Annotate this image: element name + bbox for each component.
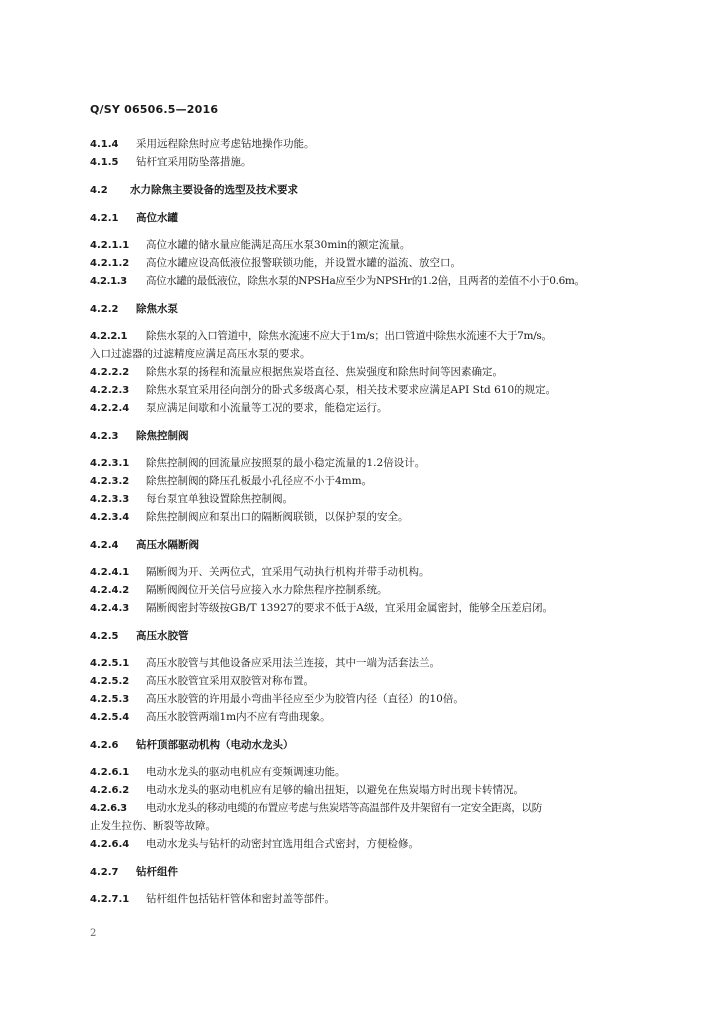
clause-number: 4.2.3.1 [90,458,130,469]
clause-text: 高压水胶管两端1m内不应有弯曲现象。 [146,711,331,723]
clause-4-2-2-2 [90,365,503,380]
subsection-heading-4-2-6 [90,738,294,753]
subsection-number: 4.2.1 [90,213,119,224]
clause-number: 4.2.6.2 [90,785,130,796]
clause-4-2-3-3 [90,492,293,507]
clause-number: 4.2.1.3 [90,276,127,287]
clause-text: 高压水胶管与其他设备应采用法兰连接，其中一端为活套法兰。 [146,657,440,669]
clause-4-2-6-2 [90,783,524,798]
subsection-number: 4.2.2 [90,304,119,315]
clause-text: 泵应满足间歇和小流量等工况的要求，能稳定运行。 [146,402,388,414]
clause-text: 高位水罐的最低液位，除焦水泵的NPSHa应至少为NPSHr的1.2倍，且两者的差值不小于0.6m。 [146,275,585,287]
page-number: 2 [90,928,97,939]
clause-number: 4.1.4 [90,139,119,150]
clause-number: 4.2.5.1 [90,658,130,669]
subsection-title: 高压水隔断阀 [136,539,199,551]
clause-4-2-2-1-continued [90,347,311,361]
subsection-title: 高压水胶管 [136,630,189,642]
subsection-number: 4.2.6 [90,740,119,751]
clause-text: 除焦水泵宜采用径向剖分的卧式多级离心泵，相关技术要求应满足API Std 610的规定。 [146,384,557,396]
clause-text: 钻杆组件包括钻杆管体和密封盖等部件。 [146,893,335,905]
subsection-number: 4.2.4 [90,540,119,551]
clause-text: 采用远程除焦时应考虑钻地操作功能。 [136,138,315,150]
document-code: Q/SY 06506.5—2016 [90,103,219,116]
clause-4-2-2-3 [90,383,556,398]
clause-number: 4.2.2.1 [90,331,128,342]
subsection-title: 除焦控制阀 [136,430,189,442]
clause-4-2-3-2 [90,474,372,489]
clause-4-1-4 [90,137,315,152]
clause-4-2-4-2 [90,583,388,598]
clause-number: 4.2.6.4 [90,839,130,850]
clause-text: 高位水罐应设高低液位报警联锁功能，并设置水罐的溢流、放空口。 [146,257,461,269]
clause-4-2-4-1 [90,565,430,580]
subsection-number: 4.2.5 [90,631,119,642]
clause-text: 钻杆宜采用防坠落措施。 [136,156,252,168]
clause-text: 高压水胶管的许用最小弯曲半径应至少为胶管内径（直径）的10倍。 [146,693,464,705]
clause-4-2-5-2 [90,674,314,689]
clause-number: 4.2.6.3 [90,803,127,814]
clause-text: 高位水罐的储水量应能满足高压水泵30min的额定流量。 [146,239,411,251]
subsection-title: 钻杆组件 [136,866,178,878]
clause-number: 4.1.5 [90,157,119,168]
subsection-title: 除焦水泵 [136,303,178,315]
clause-text: 电动水龙头的移动电缆的布置应考虑与焦炭塔等高温部件及井架留有一定安全距离，以防 [146,802,542,814]
clause-number: 4.2.2.3 [90,385,130,396]
subsection-heading-4-2-1 [90,211,178,226]
clause-4-2-3-4 [90,510,409,525]
clause-4-2-5-4 [90,710,331,725]
subsection-heading-4-2-4 [90,538,199,553]
clause-4-2-1-2 [90,256,461,271]
clause-number: 4.2.1.2 [90,258,130,269]
clause-number: 4.2.2.2 [90,367,130,378]
clause-text: 电动水龙头的驱动电机应有变频调速功能。 [146,766,346,778]
clause-number: 4.2.3.3 [90,494,130,505]
clause-text: 高压水胶管宜采用双胶管对称布置。 [146,675,314,687]
clause-text: 隔断阀阀位开关信号应接入水力除焦程序控制系统。 [146,584,388,596]
clause-text: 隔断阀为开、关两位式，宜采用气动执行机构并带手动机构。 [146,566,430,578]
section-heading-4-2 [90,183,298,198]
clause-4-2-2-1 [90,329,552,344]
clause-4-2-5-3 [90,692,464,707]
clause-text: 除焦控制阀应和泵出口的隔断阀联锁，以保护泵的安全。 [146,511,409,523]
clause-number: 4.2.4.2 [90,585,130,596]
clause-4-2-3-1 [90,456,425,471]
clause-text: 除焦控制阀的回流量应按照泵的最小稳定流量的1.2倍设计。 [146,457,426,469]
clause-number: 4.2.5.3 [90,694,130,705]
clause-text: 除焦水泵的入口管道中，除焦水流速不应大于1m/s；出口管道中除焦水流速不大于7m/s。 [146,330,552,342]
clause-4-2-5-1 [90,656,440,671]
clause-text: 除焦水泵的扬程和流量应根据焦炭塔直径、焦炭强度和除焦时间等因素确定。 [146,366,503,378]
clause-number: 4.2.3.2 [90,476,130,487]
subsection-heading-4-2-3 [90,429,189,444]
subsection-title: 钻杆顶部驱动机构（电动水龙头） [136,739,294,751]
clause-4-2-6-3 [90,801,542,816]
clause-4-2-7-1 [90,892,335,907]
section-title: 水力除焦主要设备的选型及技术要求 [130,184,298,196]
section-number: 4.2 [90,185,108,196]
clause-number: 4.2.5.4 [90,712,130,723]
subsection-number: 4.2.3 [90,431,119,442]
subsection-number: 4.2.7 [90,867,119,878]
clause-number: 4.2.4.1 [90,567,130,578]
clause-number: 4.2.1.1 [90,240,130,251]
clause-text: 隔断阀密封等级按GB/T 13927的要求不低于A级，宜采用金属密封，能够全压差启闭。 [146,602,553,614]
clause-number: 4.2.4.3 [90,603,130,614]
clause-number: 4.2.6.1 [90,767,130,778]
clause-number: 4.2.7.1 [90,894,130,905]
clause-text: 电动水龙头与钻杆的动密封宜选用组合式密封，方便检修。 [146,838,419,850]
clause-4-2-1-3 [90,274,585,289]
clause-text: 每台泵宜单独设置除焦控制阀。 [146,493,293,505]
clause-4-1-5 [90,155,252,170]
clause-number: 4.2.3.4 [90,512,130,523]
clause-number: 4.2.5.2 [90,676,130,687]
clause-text: 止发生拉伤、断裂等故障。 [90,820,216,832]
subsection-heading-4-2-5 [90,629,189,644]
clause-4-2-2-4 [90,401,388,416]
clause-4-2-6-1 [90,765,346,780]
subsection-heading-4-2-7 [90,865,178,880]
clause-number: 4.2.2.4 [90,403,130,414]
clause-text: 入口过滤器的过滤精度应满足高压水泵的要求。 [90,348,311,360]
subsection-title: 高位水罐 [136,212,178,224]
clause-4-2-4-3 [90,601,553,616]
clause-text: 电动水龙头的驱动电机应有足够的输出扭矩，以避免在焦炭塌方时出现卡转情况。 [146,784,524,796]
subsection-heading-4-2-2 [90,302,178,317]
clause-4-2-6-3-continued [90,819,216,833]
clause-text: 除焦控制阀的降压孔板最小孔径应不小于4mm。 [146,475,373,487]
clause-4-2-1-1 [90,238,410,253]
clause-4-2-6-4 [90,837,419,852]
